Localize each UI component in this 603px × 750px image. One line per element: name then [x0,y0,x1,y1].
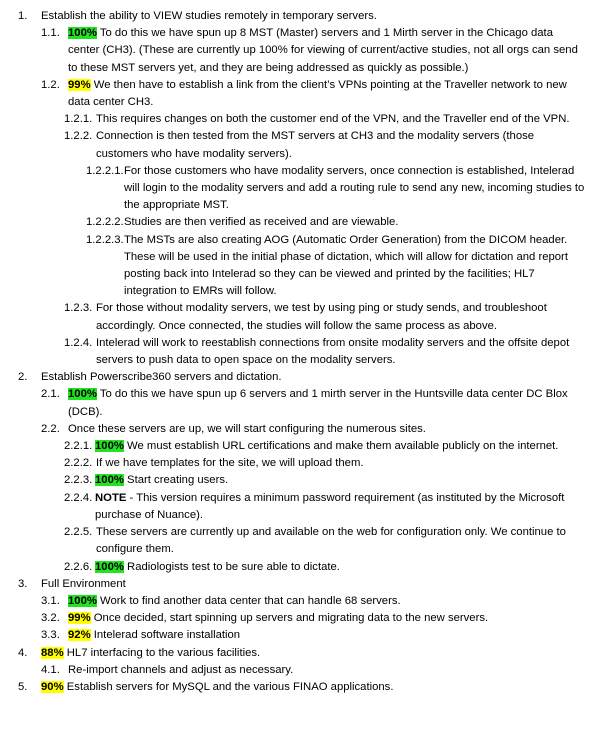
outline-item [0,559,603,576]
completion-badge: 100% [68,27,97,40]
outline-item [0,232,603,301]
outline-text [0,610,603,627]
outline-item [0,438,603,455]
outline-item [0,163,603,215]
completion-badge: 100% [95,560,124,573]
outline-item [0,662,603,679]
outline-number: 3. [18,577,28,590]
completion-badge: 90% [41,680,64,693]
outline-item [0,300,603,334]
outline-number: 1. [18,10,28,22]
outline-number: 1.2. [41,78,60,91]
outline-item [0,335,603,369]
note-label: NOTE [95,491,127,504]
outline-number: 2.2.2. [64,457,93,470]
outline-item [0,369,603,386]
completion-badge: 99% [68,78,91,91]
outline-number: 2.2.6. [64,560,93,573]
outline-item [0,111,603,128]
outline-text [0,576,603,593]
outline-number: 2.1. [41,388,60,401]
outline-item [0,386,603,420]
outline-body: These servers are currently up and available on the web for configuration only. We continue to configure them. [96,526,566,556]
outline-number: 2.2. [41,422,60,435]
outline-body: Intelerad will work to reestablish connections from onsite modality servers and the offsite depot servers to push data to open space on the modality servers. [96,336,570,367]
outline-number: 1.2.2.2. [86,216,124,229]
outline-item [0,524,603,558]
outline-item [0,128,603,162]
outline-body: If we have templates for the site, we will upload them. [96,457,364,470]
outline-text [0,645,603,662]
outline-item [0,77,603,111]
outline-body: Establish Powerscribe360 servers and dictation. [41,371,282,384]
outline-number: 1.2.2.3. [86,233,124,246]
completion-badge: 100% [95,474,124,487]
outline-body: Work to find another data center that can handle 68 servers. [100,594,401,607]
outline-number: 1.2.2. [64,130,93,143]
outline-body: HL7 interfacing to the various facilities. [66,646,261,659]
outline-number: 3.1. [41,594,60,607]
outline-body: To do this we have spun up 8 MST (Master) servers and 1 Mirth server in the Chicago data center (CH3). (These are currently up 100% for viewing of current/active studies, not all orgs can send to these MST servers yet, and they are being addressed as quickly as possible.) [68,27,578,74]
outline-body: The MSTs are also creating AOG (Automatic Order Generation) from the DICOM header. These will be used in the initial phase of dictation, which will allow for dictation and report posting back into Intelerad so they can be viewed and printed by the facilities; HL7 integration to EMRs will follow. [124,233,568,298]
outline-number: 1.1. [41,27,60,40]
completion-badge: 99% [68,612,91,625]
outline-item [0,679,603,696]
outline-item [0,490,603,524]
outline-body: Once these servers are up, we will start configuring the numerous sites. [68,422,426,435]
outline-text [0,679,603,696]
outline-text [0,8,603,25]
outline-text [0,25,603,77]
completion-badge: 100% [68,388,97,401]
outline-body: To do this we have spun up 6 servers and 1 mirth server in the Huntsville data center DC Blox (DCB). [68,388,568,418]
outline-number: 1.2.4. [64,336,93,349]
outline-number: 2. [18,371,28,384]
outline-body: Studies are then verified as received and are viewable. [124,216,399,229]
completion-badge: 92% [68,629,91,642]
outline-number: 5. [18,680,28,693]
completion-badge: 100% [68,594,97,607]
outline-number: 1.2.1. [64,113,93,126]
outline-number: 3.2. [41,612,60,625]
outline-number: 1.2.3. [64,302,93,315]
outline-item [0,214,603,231]
outline-body: Once decided, start spinning up servers and migrating data to the new servers. [93,612,489,625]
outline-body: Connection is then tested from the MST servers at CH3 and the modality servers (those customers who have modality servers). [96,130,535,160]
completion-badge: 88% [41,646,64,659]
outline-body: Radiologists test to be sure able to dictate. [127,560,340,573]
outline-number: 2.2.1. [64,440,93,453]
outline-number: 2.2.4. [64,491,93,504]
outline-text [0,627,603,644]
completion-badge: 100% [95,440,124,453]
document-body [0,8,603,696]
outline-text [0,662,603,679]
outline-body: We must establish URL certifications and make them available publicly on the internet. [127,440,559,453]
outline-text [0,421,603,438]
outline-item [0,8,603,25]
outline-item [0,576,603,593]
outline-text [0,369,603,386]
outline-body: Establish servers for MySQL and the various FINAO applications. [66,680,394,693]
outline-body: For those without modality servers, we test by using ping or study sends, and troubleshoot accordingly. Once connected, the studies will follow the same process as above. [96,302,547,332]
outline-text [0,593,603,610]
outline-item [0,25,603,77]
outline-text [0,386,603,420]
outline-number: 2.2.5. [64,526,93,539]
outline-number: 2.2.3. [64,474,93,487]
outline-body: Re-import channels and adjust as necessary. [68,663,294,676]
outline-item [0,610,603,627]
outline-number: 1.2.2.1. [86,164,124,177]
outline-text [0,77,603,111]
outline-item [0,593,603,610]
outline-body: We then have to establish a link from the client’s VPNs pointing at the Traveller network to new data center CH3. [68,78,567,109]
outline-body: This requires changes on both the customer end of the VPN, and the Traveller end of the VPN. [96,113,570,126]
outline-number: 3.3. [41,629,60,642]
outline-body: - This version requires a minimum password requirement (as instituted by the Microsoft purchase of Nuance). [95,491,565,521]
outline-body: Start creating users. [127,474,229,487]
outline-number: 4. [18,646,28,659]
outline-body: Intelerad software installation [93,629,241,642]
outline-number: 4.1. [41,663,60,676]
outline-item [0,455,603,472]
outline-body: Establish the ability to VIEW studies remotely in temporary servers. [41,10,377,22]
outline-body: For those customers who have modality servers, once connection is established, Intelerad will login to the modality servers and add a routing rule to send any new, incoming studies to the appropriate MST. [124,164,585,212]
outline-item [0,645,603,662]
outline-item [0,627,603,644]
outline-body: Full Environment [41,577,126,590]
outline-item [0,421,603,438]
outline-item [0,472,603,489]
